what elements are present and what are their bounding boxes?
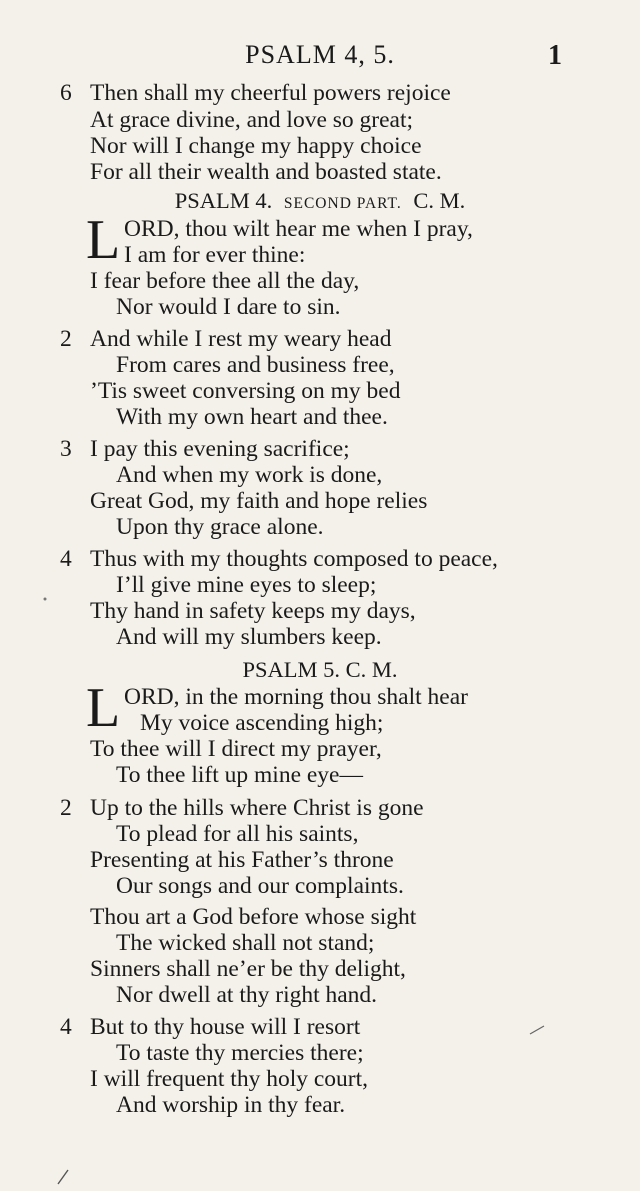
- verse-line: I fear before thee all the day,: [90, 268, 360, 294]
- page-title: PSALM 4, 5.: [245, 40, 395, 69]
- psalm-title: PSALM 4.: [174, 188, 273, 213]
- verse-number: 2: [60, 795, 72, 821]
- verse-line: I am for ever thine:: [124, 242, 306, 268]
- verse-line: Our songs and our complaints.: [116, 873, 404, 899]
- verse-line: Nor would I dare to sin.: [116, 294, 341, 320]
- psalm-part: SECOND PART.: [283, 195, 402, 212]
- verse-line: Presenting at his Father’s throne: [90, 847, 394, 873]
- verse-line: ’Tis sweet conversing on my bed: [90, 378, 401, 404]
- verse-line: I’ll give mine eyes to sleep;: [116, 572, 377, 598]
- verse-line: At grace divine, and love so great;: [90, 107, 414, 133]
- verse-line: And will my slumbers keep.: [116, 624, 382, 650]
- ink-mark-icon: [56, 1168, 70, 1186]
- verse-line: And while I rest my weary head: [90, 326, 392, 352]
- verse-line: To taste thy mercies there;: [116, 1040, 364, 1066]
- verse-line: ORD, in the morning thou shalt hear: [124, 684, 468, 710]
- psalm-meter: C. M.: [413, 188, 466, 213]
- verse-line: But to thy house will I resort: [90, 1014, 361, 1040]
- verse-number: 4: [60, 546, 72, 572]
- verse-line: Upon thy grace alone.: [116, 514, 324, 540]
- verse-line: Thy hand in safety keeps my days,: [90, 598, 416, 624]
- verse-number: 3: [60, 436, 72, 462]
- verse-line: Up to the hills where Christ is gone: [90, 795, 424, 821]
- verse-line: To thee lift up mine eye—: [116, 762, 363, 788]
- verse-line: Sinners shall ne’er be thy delight,: [90, 956, 406, 982]
- page-header: [0, 40, 640, 74]
- verse-line: And when my work is done,: [116, 462, 383, 488]
- verse-line: To plead for all his saints,: [116, 821, 359, 847]
- verse-number: 4: [60, 1014, 72, 1040]
- ink-mark-icon: [528, 1024, 546, 1036]
- verse-line: To thee will I direct my prayer,: [90, 736, 382, 762]
- verse-line: The wicked shall not stand;: [116, 930, 375, 956]
- verse-line: From cares and business free,: [116, 352, 395, 378]
- verse-line: Great God, my faith and hope relies: [90, 488, 428, 514]
- verse-line: Then shall my cheerful powers rejoice: [90, 80, 451, 106]
- verse-number: 6: [60, 80, 72, 106]
- psalm-meter: C. M.: [345, 657, 398, 682]
- verse-line: I will frequent thy holy court,: [90, 1066, 369, 1092]
- verse-line: Thou art a God before whose sight: [90, 904, 417, 930]
- ink-dot-icon: [42, 596, 48, 602]
- verse-line: And worship in thy fear.: [116, 1092, 346, 1118]
- verse-line: Nor dwell at thy right hand.: [116, 982, 378, 1008]
- drop-cap: L: [86, 677, 121, 739]
- verse-line: For all their wealth and boasted state.: [90, 159, 442, 185]
- drop-cap: L: [86, 209, 121, 271]
- psalm-title: PSALM 5.: [242, 657, 340, 682]
- verse-line: Thus with my thoughts composed to peace,: [90, 546, 498, 572]
- verse-line: My voice ascending high;: [140, 710, 384, 736]
- verse-line: I pay this evening sacrifice;: [90, 436, 350, 462]
- verse-line: With my own heart and thee.: [116, 404, 388, 430]
- verse-line: Nor will I change my happy choice: [90, 133, 422, 159]
- verse-line: ORD, thou wilt hear me when I pray,: [124, 216, 473, 242]
- page-number: 1: [548, 40, 562, 71]
- verse-number: 2: [60, 326, 72, 352]
